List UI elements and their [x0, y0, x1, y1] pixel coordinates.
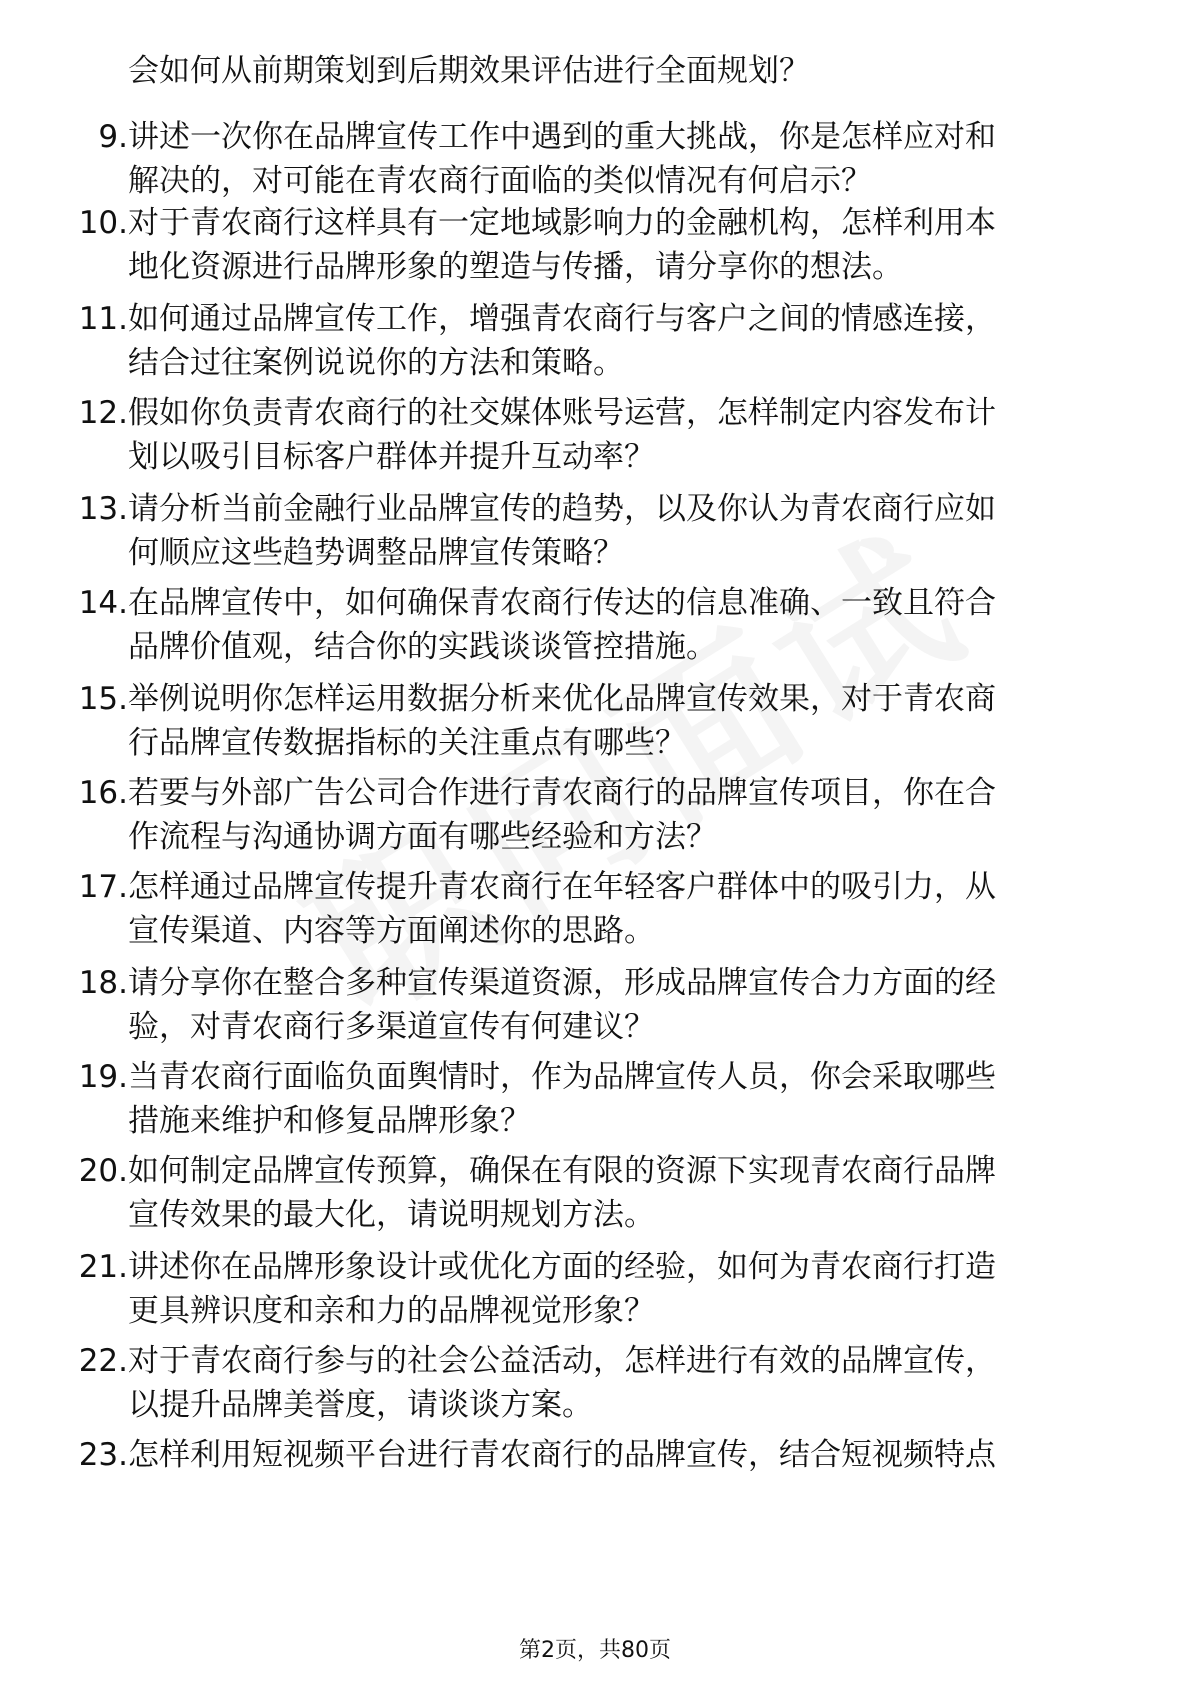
question-number: 23.	[78, 1437, 128, 1473]
question-number: 11.	[78, 301, 128, 337]
question-number: 19.	[78, 1059, 128, 1095]
question-number: 16.	[78, 775, 128, 811]
question-text-line: 划以吸引目标客户群体并提升互动率？	[128, 439, 655, 475]
question-text-line: 解决的，对可能在青农商行面临的类似情况有何启示？	[128, 163, 872, 199]
list-item	[0, 676, 1190, 768]
question-text-line: 更具辨识度和亲和力的品牌视觉形象？	[128, 1293, 655, 1329]
question-number: 9.	[98, 119, 128, 155]
question-number: 21.	[78, 1249, 128, 1285]
list-item	[0, 390, 1190, 482]
question-text-line: 当青农商行面临负面舆情时，作为品牌宣传人员，你会采取哪些	[128, 1059, 996, 1095]
question-text-line: 验，对青农商行多渠道宣传有何建议？	[128, 1009, 655, 1045]
list-item	[0, 1432, 1190, 1524]
question-number: 18.	[78, 965, 128, 1001]
question-text-line: 如何通过品牌宣传工作，增强青农商行与客户之间的情感连接，	[128, 301, 996, 337]
question-text-line: 对于青农商行这样具有一定地域影响力的金融机构，怎样利用本	[128, 205, 996, 241]
question-text-line: 举例说明你怎样运用数据分析来优化品牌宣传效果，对于青农商	[128, 681, 996, 717]
question-number: 15.	[78, 681, 128, 717]
question-number: 14.	[78, 585, 128, 621]
list-item	[0, 1148, 1190, 1240]
question-text-line: 作流程与沟通协调方面有哪些经验和方法？	[128, 819, 717, 855]
question-text-line: 行品牌宣传数据指标的关注重点有哪些？	[128, 725, 686, 761]
question-text-line: 如何制定品牌宣传预算，确保在有限的资源下实现青农商行品牌	[128, 1153, 996, 1189]
question-text-line: 若要与外部广告公司合作进行青农商行的品牌宣传项目，你在合	[128, 775, 996, 811]
question-number: 22.	[78, 1343, 128, 1379]
question-text-line: 对于青农商行参与的社会公益活动，怎样进行有效的品牌宣传，	[128, 1343, 996, 1379]
list-item	[0, 200, 1190, 292]
question-text-line: 怎样利用短视频平台进行青农商行的品牌宣传，结合短视频特点	[128, 1437, 996, 1473]
question-text-line: 假如你负责青农商行的社交媒体账号运营，怎样制定内容发布计	[128, 395, 996, 431]
list-item	[0, 864, 1190, 956]
question-number: 13.	[78, 491, 128, 527]
list-item	[0, 960, 1190, 1052]
question-text-line: 措施来维护和修复品牌形象？	[128, 1103, 531, 1139]
list-item	[0, 1244, 1190, 1336]
list-item	[0, 580, 1190, 672]
list-item	[0, 770, 1190, 862]
question-number: 20.	[78, 1153, 128, 1189]
page-footer: 第2页，共80页	[519, 1638, 671, 1663]
question-text-line: 品牌价值观，结合你的实践谈谈管控措施。	[128, 629, 717, 665]
list-item	[0, 114, 1190, 206]
question-text-line: 宣传渠道、内容等方面阐述你的思路。	[128, 913, 655, 949]
question-text-line: 讲述一次你在品牌宣传工作中遇到的重大挑战，你是怎样应对和	[128, 119, 996, 155]
question-text-line: 何顺应这些趋势调整品牌宣传策略？	[128, 535, 624, 571]
list-item	[0, 1338, 1190, 1430]
list-item	[0, 296, 1190, 388]
question-text-line: 地化资源进行品牌形象的塑造与传播，请分享你的想法。	[128, 249, 903, 285]
question-number: 12.	[78, 395, 128, 431]
question-text-line: 在品牌宣传中，如何确保青农商行传达的信息准确、一致且符合	[128, 585, 996, 621]
question-text-line: 结合过往案例说说你的方法和策略。	[128, 345, 624, 381]
question-text-line: 以提升品牌美誉度，请谈谈方案。	[128, 1387, 593, 1423]
continuation-line: 会如何从前期策划到后期效果评估进行全面规划？	[128, 53, 810, 89]
question-number: 17.	[78, 869, 128, 905]
question-text-line: 怎样通过品牌宣传提升青农商行在年轻客户群体中的吸引力，从	[128, 869, 996, 905]
question-text-line: 讲述你在品牌形象设计或优化方面的经验，如何为青农商行打造	[128, 1249, 996, 1285]
question-text-line: 宣传效果的最大化，请说明规划方法。	[128, 1197, 655, 1233]
question-number: 10.	[78, 205, 128, 241]
list-item	[0, 1054, 1190, 1146]
question-text-line: 请分析当前金融行业品牌宣传的趋势，以及你认为青农商行应如	[128, 491, 996, 527]
list-item	[0, 486, 1190, 578]
question-text-line: 请分享你在整合多种宣传渠道资源，形成品牌宣传合力方面的经	[128, 965, 996, 1001]
